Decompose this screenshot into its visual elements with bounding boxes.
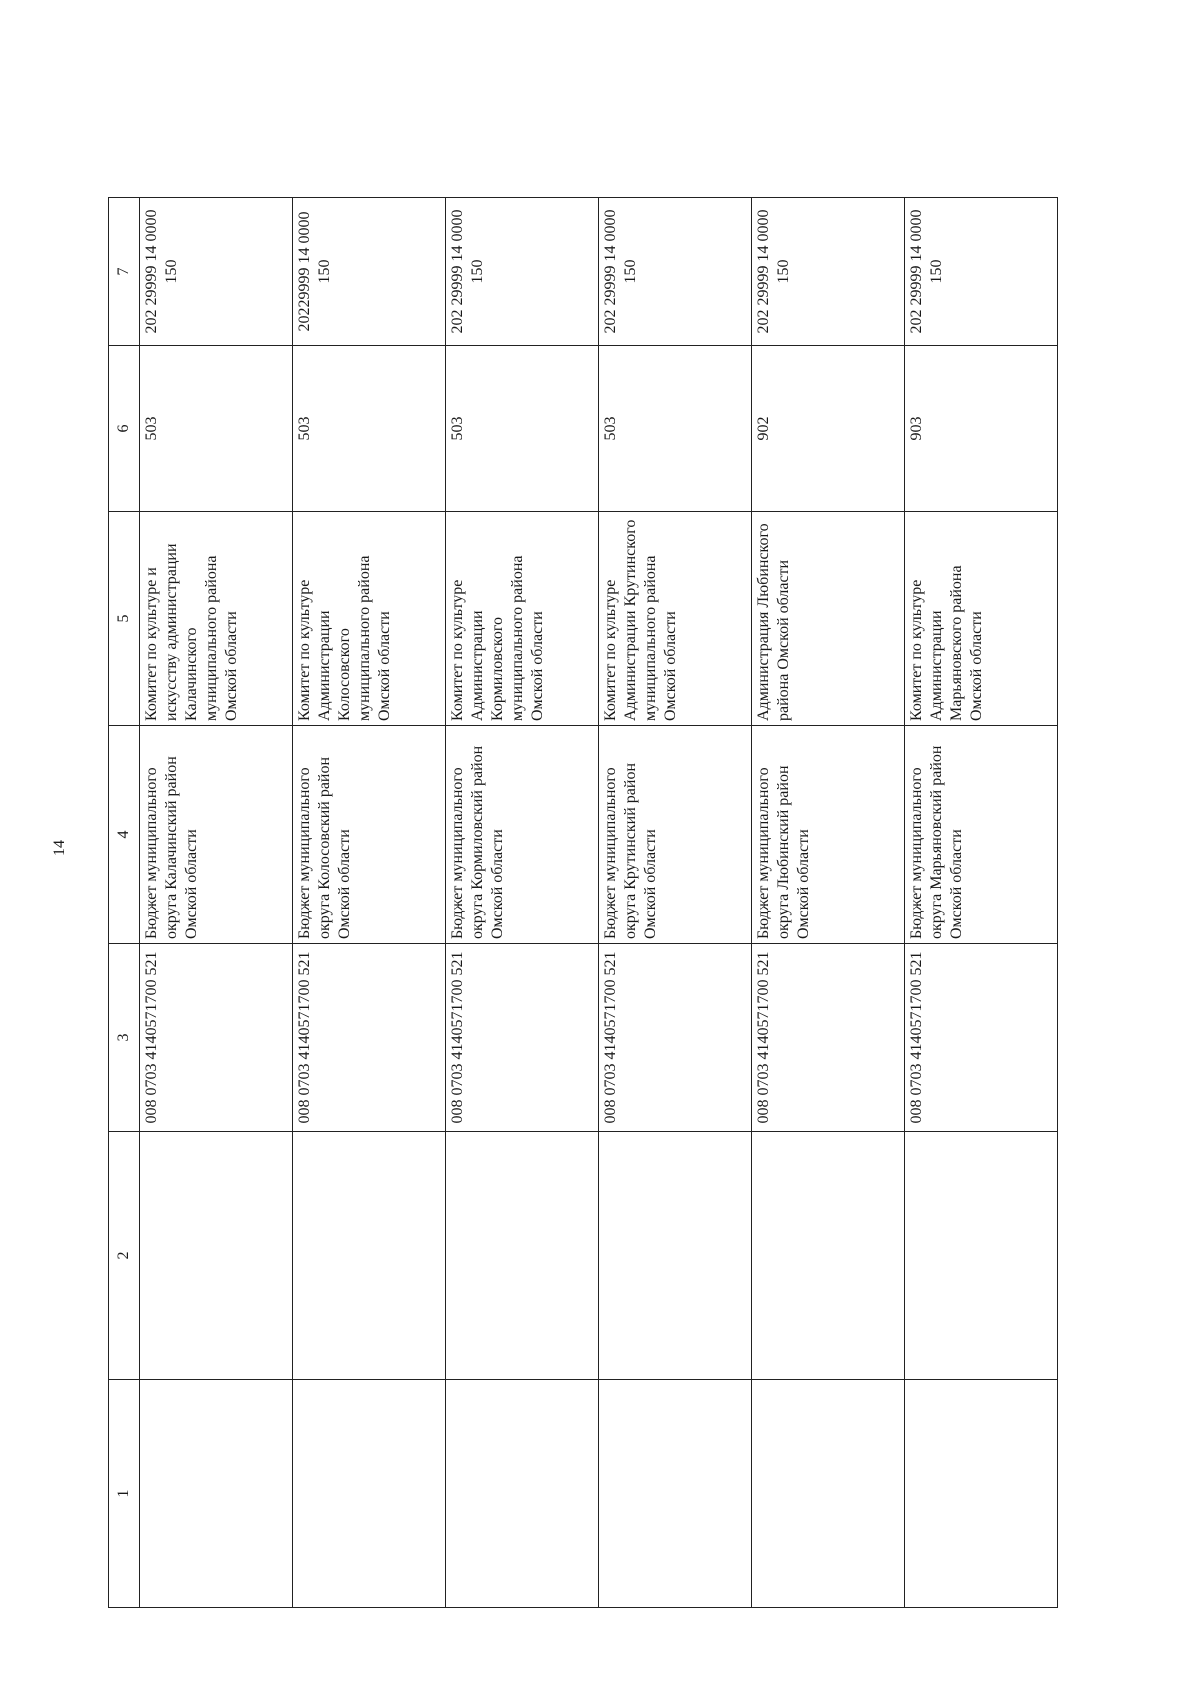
column-header: 6 [109, 346, 140, 512]
cell-col1 [293, 1380, 446, 1608]
column-header: 7 [109, 198, 140, 346]
table-row [446, 198, 599, 1608]
cell-col2 [446, 1132, 599, 1380]
cell-col7: 202 29999 14 0000 150 [599, 198, 752, 346]
cell-col2 [905, 1132, 1058, 1380]
rotated-sheet [108, 198, 1068, 1608]
cell-col7: 20229999 14 0000 150 [293, 198, 446, 346]
cell-col6: 902 [752, 346, 905, 512]
cell-col5: Комитет по культуре Администрации Крутинского муниципального района Омской области [599, 512, 752, 726]
cell-col3: 008 0703 4140571700 521 [599, 944, 752, 1132]
cell-col3: 008 0703 4140571700 521 [905, 944, 1058, 1132]
table-header-row [109, 198, 140, 1608]
cell-col5: Администрация Любинского района Омской области [752, 512, 905, 726]
column-header: 3 [109, 944, 140, 1132]
page-number: 14 [51, 840, 68, 856]
cell-col4: Бюджет муниципального округа Калачинский район Омской области [140, 726, 293, 944]
cell-col5: Комитет по культуре и искусству администрации Калачинского муниципального района Омской области [140, 512, 293, 726]
cell-col2 [293, 1132, 446, 1380]
cell-col1 [599, 1380, 752, 1608]
column-header: 5 [109, 512, 140, 726]
cell-col1 [140, 1380, 293, 1608]
column-header: 1 [109, 1380, 140, 1608]
cell-col2 [752, 1132, 905, 1380]
table-row [905, 198, 1058, 1608]
table-row [140, 198, 293, 1608]
cell-col6: 503 [446, 346, 599, 512]
cell-col3: 008 0703 4140571700 521 [446, 944, 599, 1132]
cell-col4: Бюджет муниципального округа Колосовский район Омской области [293, 726, 446, 944]
cell-col6: 503 [599, 346, 752, 512]
cell-col4: Бюджет муниципального округа Крутинский район Омской области [599, 726, 752, 944]
cell-col7: 202 29999 14 0000 150 [752, 198, 905, 346]
cell-col5: Комитет по культуре Администрации Марьяновского района Омской области [905, 512, 1058, 726]
cell-col3: 008 0703 4140571700 521 [752, 944, 905, 1132]
cell-col2 [140, 1132, 293, 1380]
cell-col3: 008 0703 4140571700 521 [140, 944, 293, 1132]
column-header: 4 [109, 726, 140, 944]
column-header: 2 [109, 1132, 140, 1380]
cell-col5: Комитет по культуре Администрации Кормиловского муниципального района Омской области [446, 512, 599, 726]
cell-col1 [752, 1380, 905, 1608]
cell-col6: 503 [293, 346, 446, 512]
cell-col7: 202 29999 14 0000 150 [905, 198, 1058, 346]
cell-col7: 202 29999 14 0000 150 [140, 198, 293, 346]
cell-col1 [446, 1380, 599, 1608]
cell-col4: Бюджет муниципального округа Любинский район Омской области [752, 726, 905, 944]
cell-col3: 008 0703 4140571700 521 [293, 944, 446, 1132]
table-row [293, 198, 446, 1608]
cell-col6: 503 [140, 346, 293, 512]
cell-col1 [905, 1380, 1058, 1608]
cell-col6: 903 [905, 346, 1058, 512]
cell-col5: Комитет по культуре Администрации Колосовского муниципального района Омской области [293, 512, 446, 726]
cell-col4: Бюджет муниципального округа Марьяновский район Омской области [905, 726, 1058, 944]
cell-col7: 202 29999 14 0000 150 [446, 198, 599, 346]
table-row [752, 198, 905, 1608]
table-row [599, 198, 752, 1608]
budget-table [108, 197, 1058, 1608]
cell-col2 [599, 1132, 752, 1380]
cell-col4: Бюджет муниципального округа Кормиловский район Омской области [446, 726, 599, 944]
